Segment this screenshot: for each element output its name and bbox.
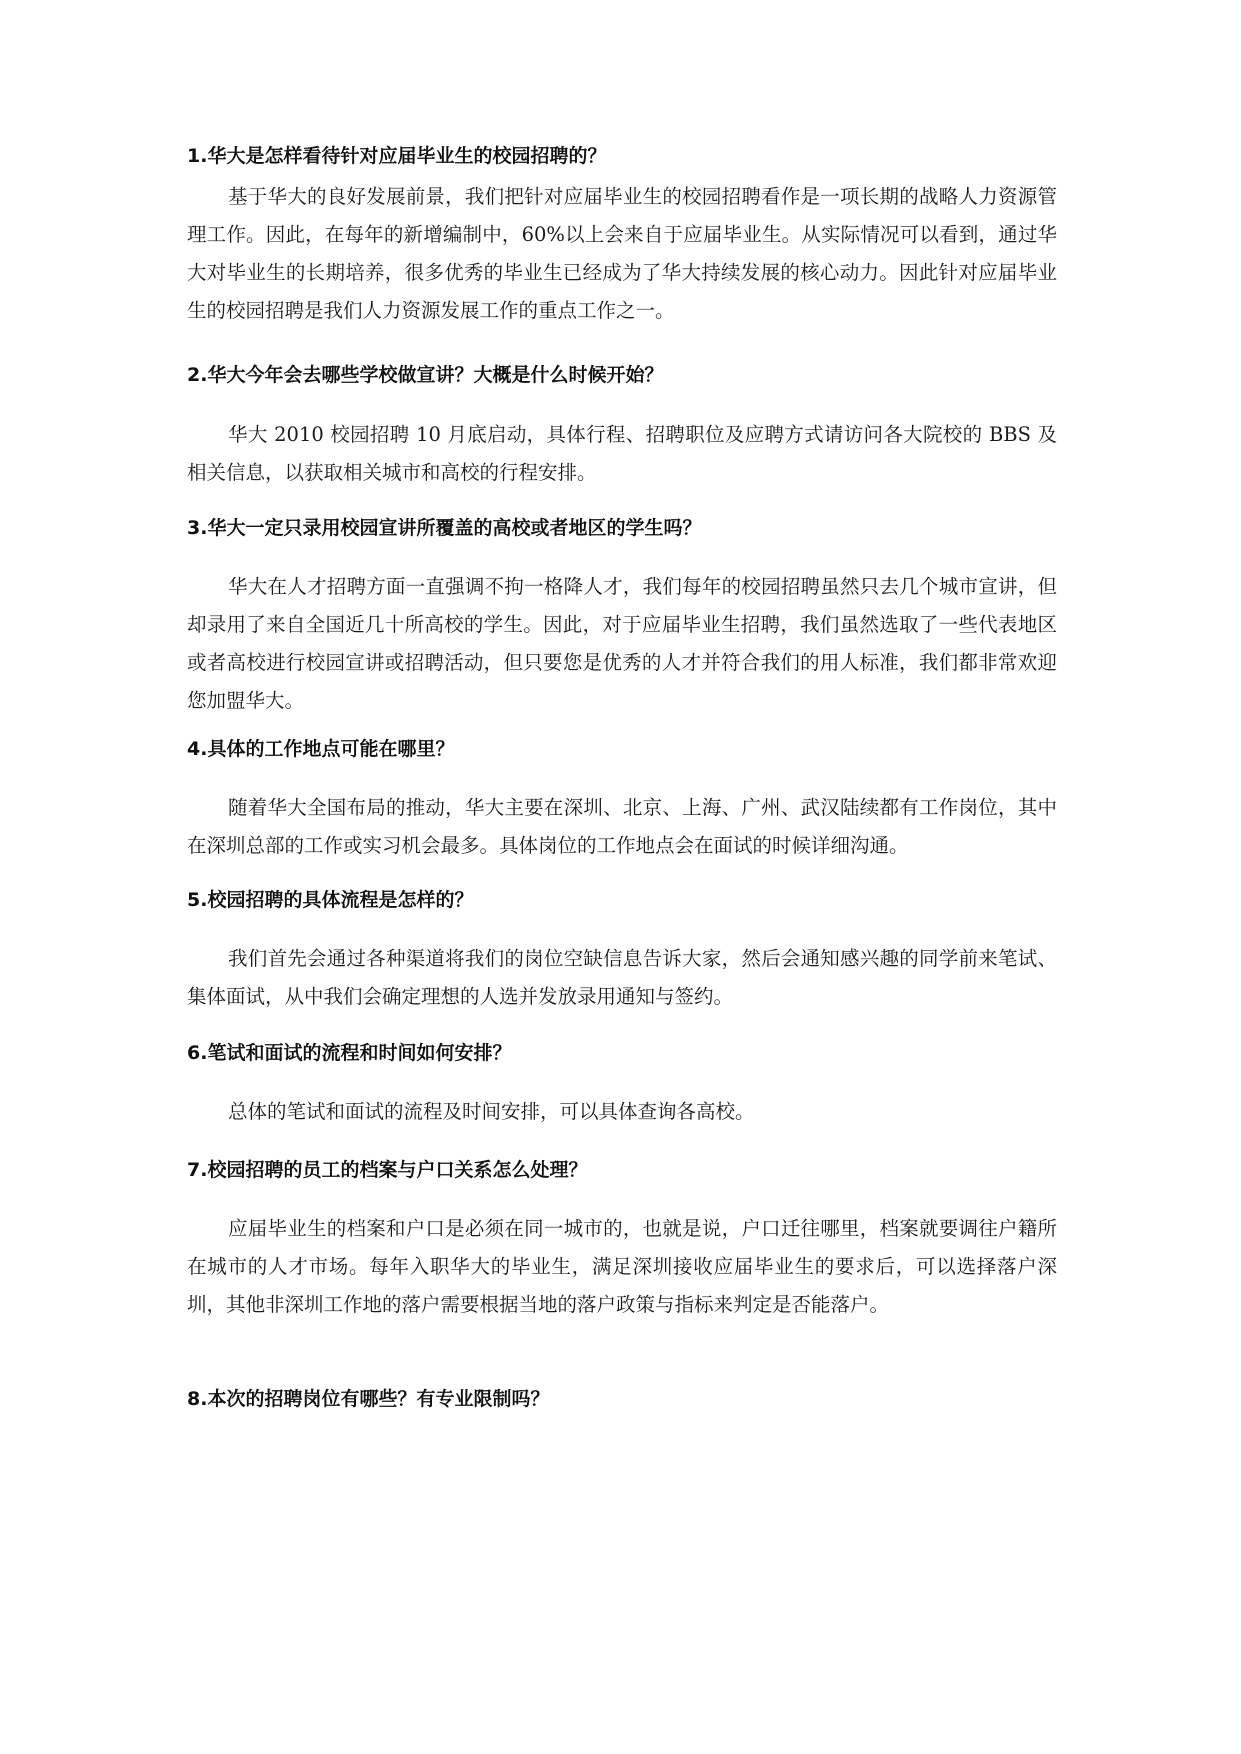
question-2-heading: 2.华大今年会去哪些学校做宣讲？大概是什么时候开始？ [187,364,664,386]
answer-3-paragraph: 华大在人才招聘方面一直强调不拘一格降人才，我们每年的校园招聘虽然只去几个城市宣讲，但却录用了来自全国近几十所高校的学生。因此，对于应届毕业生招聘，我们虽然选取了一些代表地区或者高校进行校园宣讲或招聘活动，但只要您是优秀的人才并符合我们的用人标准，我们都非常欢迎您加盟华大。 [187,575,1057,712]
question-5-heading: 5.校园招聘的具体流程是怎样的？ [187,889,474,911]
question-3-heading: 3.华大一定只录用校园宣讲所覆盖的高校或者地区的学生吗？ [187,517,702,539]
answer-5-paragraph: 我们首先会通过各种渠道将我们的岗位空缺信息告诉大家，然后会通知感兴趣的同学前来笔试、集体面试，从中我们会确定理想的人选并发放录用通知与签约。 [187,947,1057,1008]
question-1-heading: 1.华大是怎样看待针对应届毕业生的校园招聘的？ [187,145,607,167]
answer-6-paragraph: 总体的笔试和面试的流程及时间安排，可以具体查询各高校。 [228,1100,755,1123]
answer-1-paragraph: 基于华大的良好发展前景，我们把针对应届毕业生的校园招聘看作是一项长期的战略人力资源管理工作。因此，在每年的新增编制中，60%以上会来自于应届毕业生。从实际情况可以看到，通过华大对毕业生的长期培养，很多优秀的毕业生已经成为了华大持续发展的核心动力。因此针对应届毕业生的校园招聘是我们人力资源发展工作的重点工作之一。 [187,185,1057,322]
answer-4-paragraph: 随着华大全国布局的推动，华大主要在深圳、北京、上海、广州、武汉陆续都有工作岗位，其中在深圳总部的工作或实习机会最多。具体岗位的工作地点会在面试的时候详细沟通。 [187,796,1057,857]
answer-2-paragraph: 华大 2010 校园招聘 10 月底启动，具体行程、招聘职位及应聘方式请访问各大院校的 BBS 及相关信息，以获取相关城市和高校的行程安排。 [187,423,1057,484]
question-6-heading: 6.笔试和面试的流程和时间如何安排？ [187,1042,512,1064]
question-8-heading: 8.本次的招聘岗位有哪些？有专业限制吗？ [187,1388,550,1410]
answer-7-paragraph: 应届毕业生的档案和户口是必须在同一城市的，也就是说，户口迁往哪里，档案就要调往户籍所在城市的人才市场。每年入职华大的毕业生，满足深圳接收应届毕业生的要求后，可以选择落户深圳，其他非深圳工作地的落户需要根据当地的落户政策与指标来判定是否能落户。 [187,1217,1057,1316]
question-7-heading: 7.校园招聘的员工的档案与户口关系怎么处理？ [187,1159,588,1181]
question-4-heading: 4.具体的工作地点可能在哪里？ [187,738,455,760]
